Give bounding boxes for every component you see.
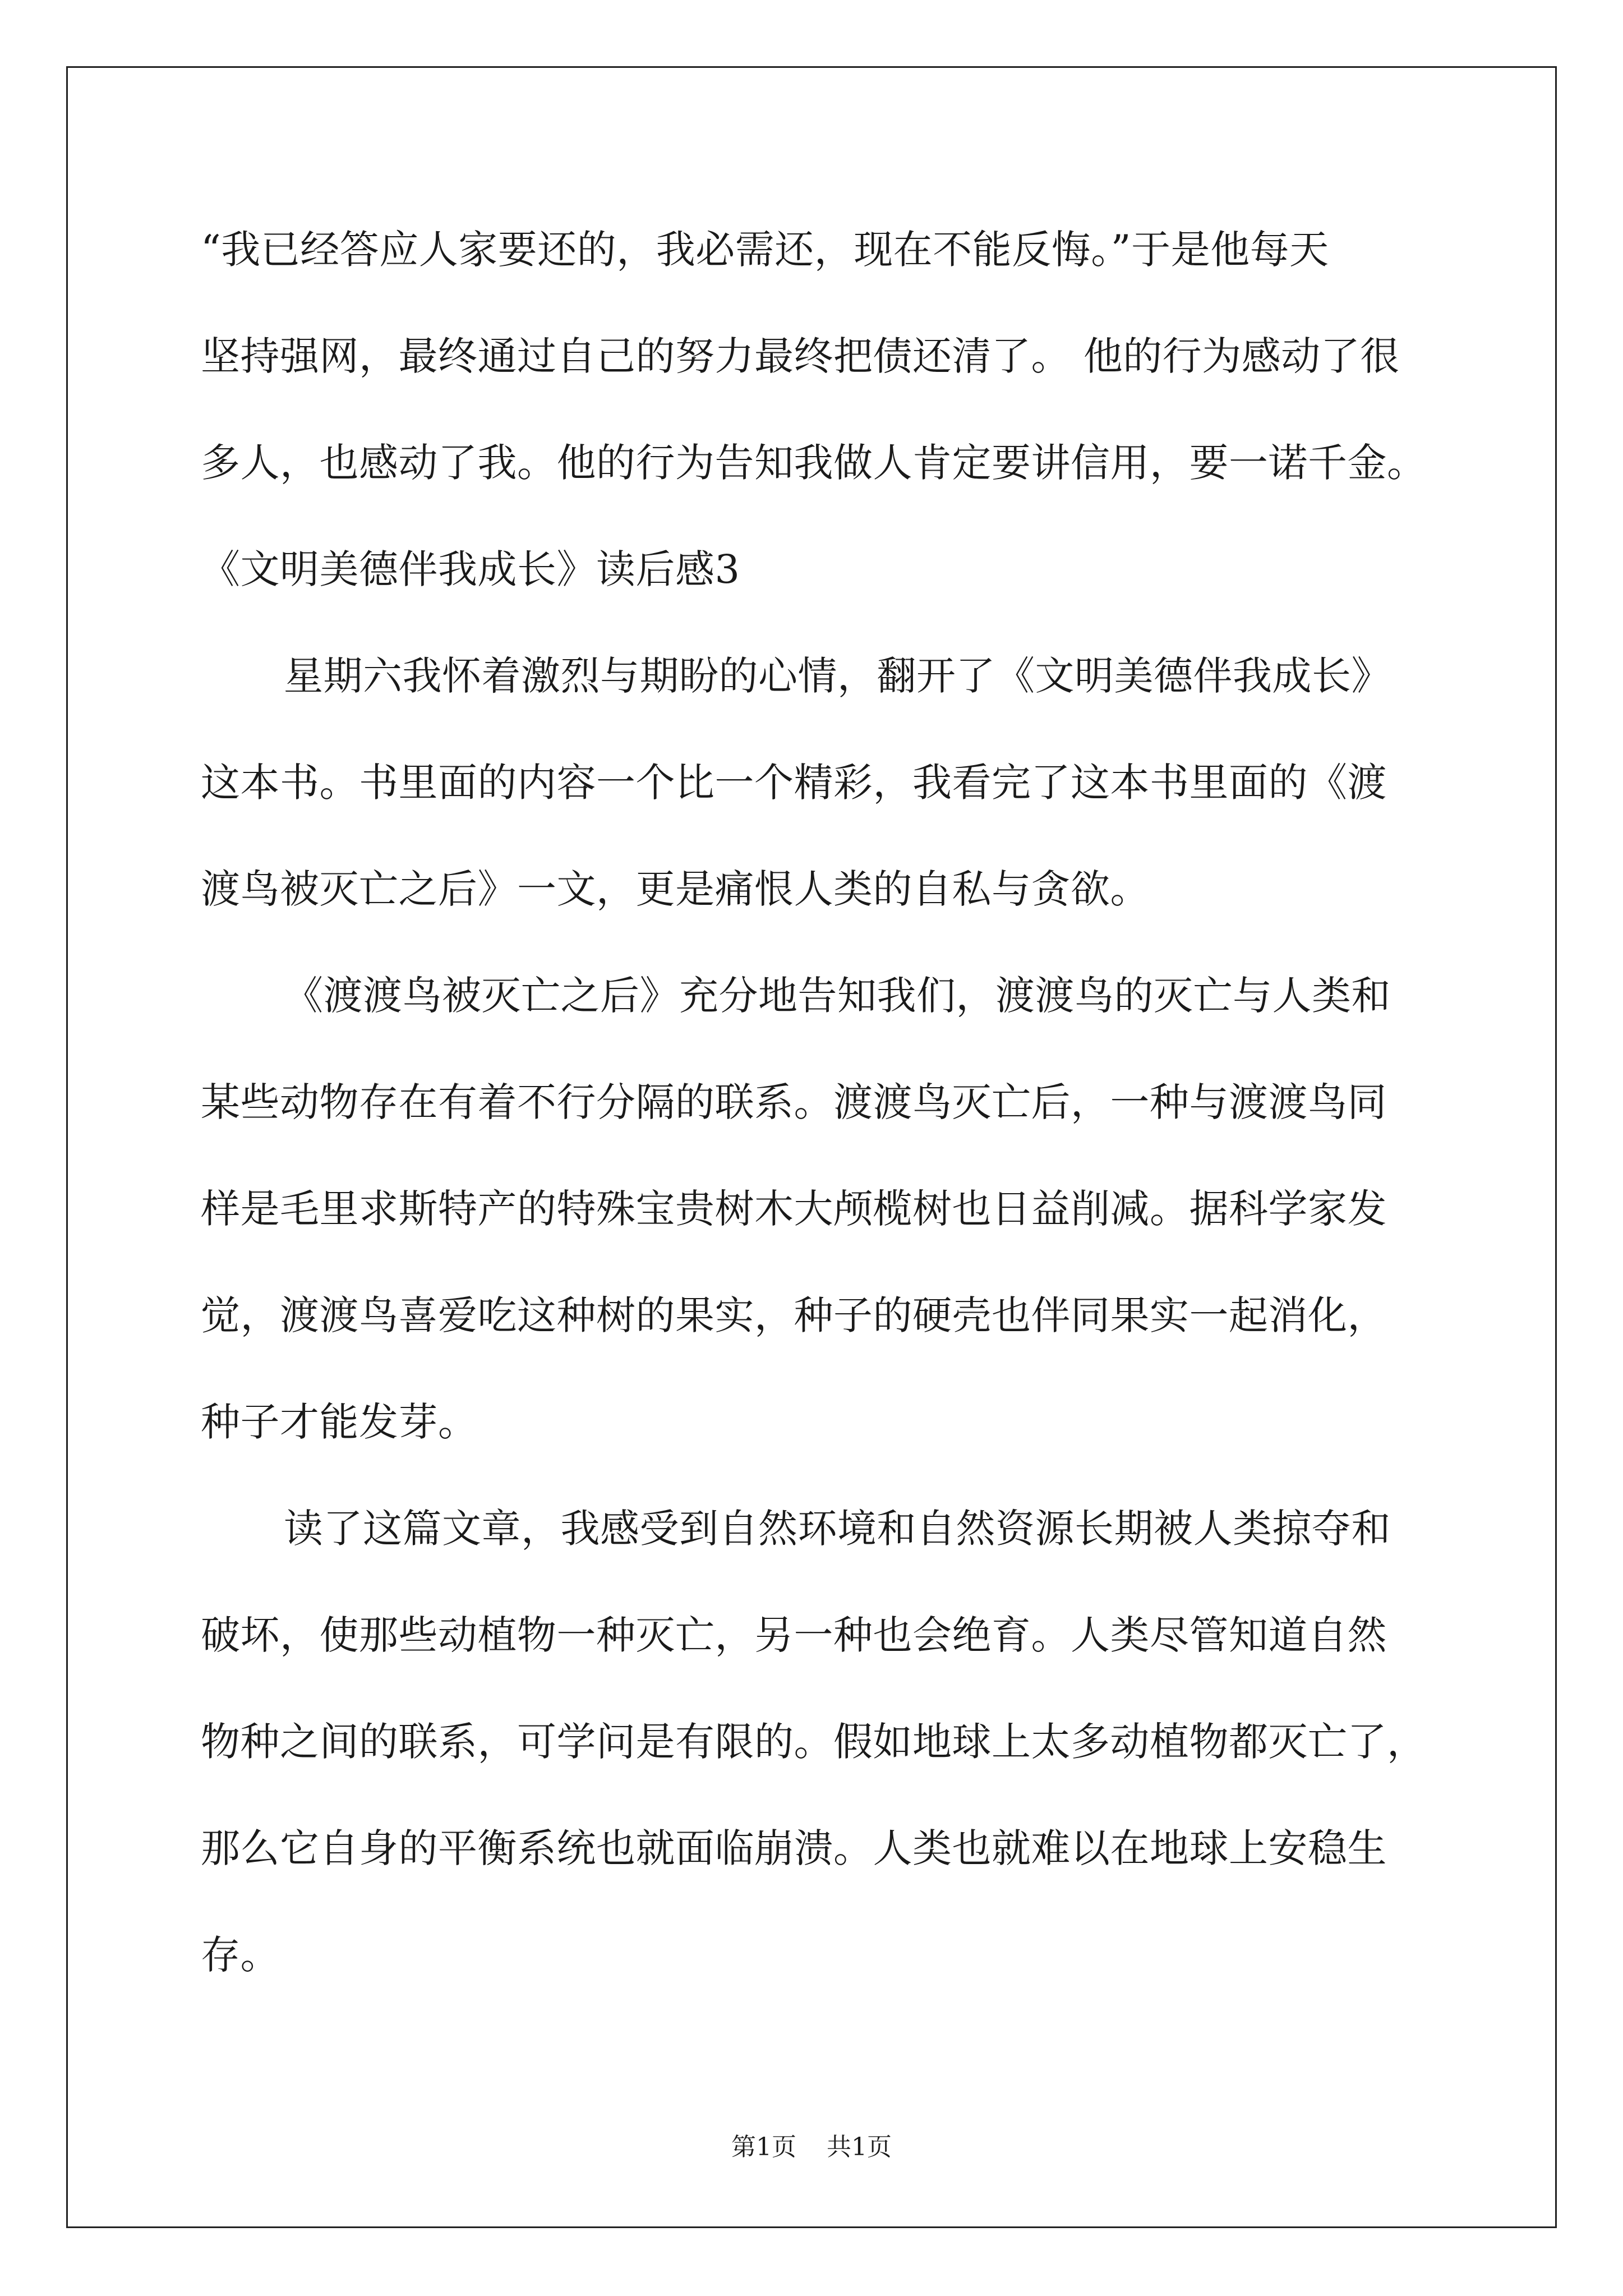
- page-number: 第1页: [731, 2133, 796, 2161]
- text-line: 存。: [201, 1932, 280, 1978]
- text-line: 多人，也感动了我。他的行为告知我做人肯定要讲信用，要一诺千金。: [201, 440, 1427, 486]
- text-line: 那么它自身的平衡系统也就面临崩溃。人类也就难以在地球上安稳生: [201, 1825, 1387, 1871]
- text-line: 种子才能发芽。: [201, 1399, 478, 1445]
- text-line: 读了这篇文章，我感受到自然环境和自然资源长期被人类掠夺和: [284, 1506, 1391, 1552]
- text-line: 样是毛里求斯特产的特殊宝贵树木大颅榄树也日益削减。据科学家发: [201, 1186, 1387, 1232]
- text-line: 某些动物存在有着不行分隔的联系。渡渡鸟灭亡后，一种与渡渡鸟同: [201, 1079, 1387, 1125]
- page-footer: [0, 2131, 1623, 2164]
- text-line: “我已经答应人家要还的，我必需还，现在不能反悔。”于是他每天: [201, 227, 1329, 273]
- text-line: 《渡渡鸟被灭亡之后》充分地告知我们，渡渡鸟的灭亡与人类和: [284, 973, 1391, 1019]
- page-total: 共1页: [827, 2133, 892, 2161]
- text-line: 坚持强网，最终通过自己的努力最终把债还清了。 他的行为感动了很: [201, 333, 1400, 379]
- text-line: 这本书。书里面的内容一个比一个精彩，我看完了这本书里面的《渡: [201, 760, 1387, 806]
- text-line: 物种之间的联系，可学问是有限的。假如地球上太多动植物都灭亡了，: [201, 1719, 1427, 1765]
- text-line: 星期六我怀着激烈与期盼的心情，翻开了《文明美德伴我成长》: [284, 653, 1391, 699]
- document-body: [201, 221, 1429, 2033]
- text-line: 觉，渡渡鸟喜爱吃这种树的果实，种子的硬壳也伴同果实一起消化，: [201, 1292, 1387, 1338]
- text-line: 破坏，使那些动植物一种灭亡，另一种也会绝育。人类尽管知道自然: [201, 1612, 1387, 1658]
- text-line: 渡鸟被灭亡之后》一文，更是痛恨人类的自私与贪欲。: [201, 866, 1150, 912]
- section-title: 《文明美德伴我成长》读后感3: [201, 546, 740, 592]
